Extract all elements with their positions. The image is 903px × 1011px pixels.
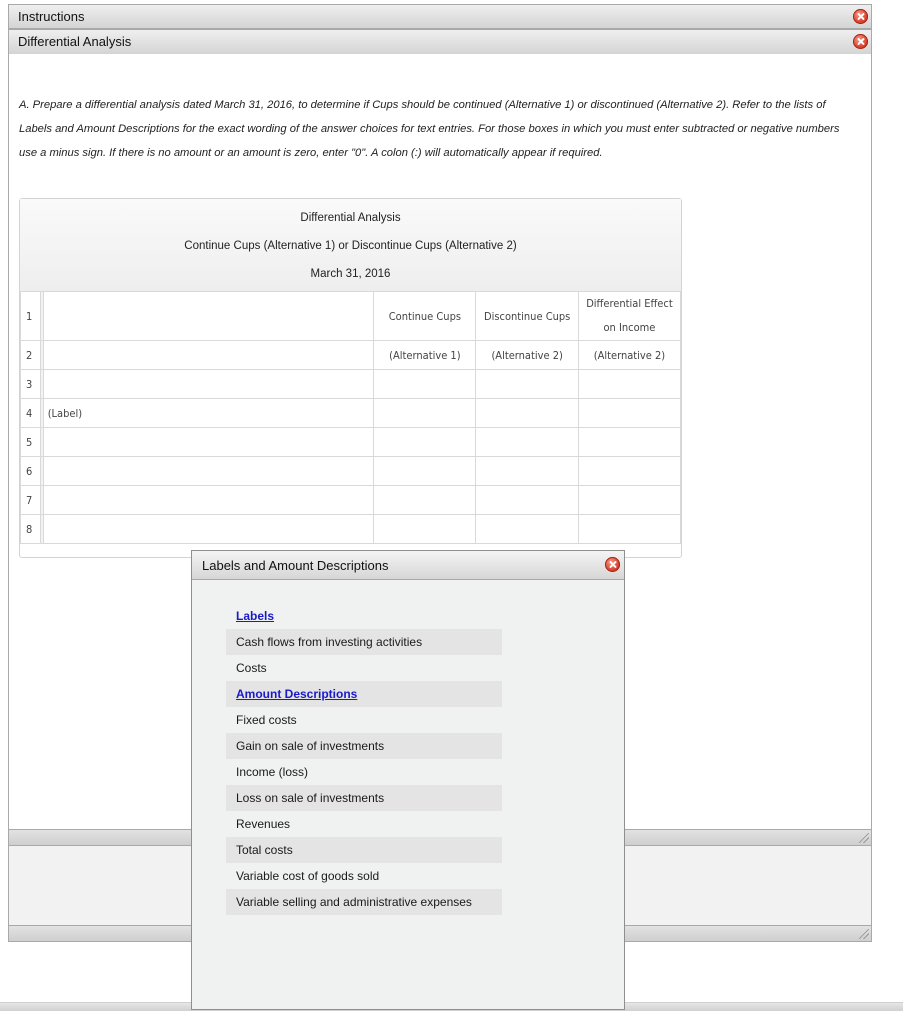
amount-input[interactable] — [578, 486, 680, 515]
table-date: March 31, 2016 — [310, 268, 391, 280]
label-input[interactable] — [43, 486, 374, 515]
amount-input[interactable] — [476, 457, 579, 486]
amount-input[interactable] — [374, 428, 476, 457]
differential-analysis-table — [19, 198, 682, 558]
table-row — [21, 457, 681, 486]
popup-list-item: Revenues — [236, 817, 291, 831]
table-row — [21, 341, 681, 370]
popup-list-item: Cash flows from investing activities — [226, 629, 502, 655]
amount-input[interactable] — [374, 515, 476, 544]
close-instructions-icon[interactable] — [853, 9, 868, 24]
column-subheader: (Alternative 1) — [374, 341, 476, 370]
amount-input[interactable] — [578, 515, 680, 544]
amount-input[interactable] — [476, 486, 579, 515]
row-number: 6 — [21, 457, 41, 486]
table-row — [21, 515, 681, 544]
table-header — [20, 199, 681, 292]
instructions-text: A. Prepare a differential analysis dated March 31, 2016, to determine if Cups should be continued (Alternative 1) or discontinued (Alternative 2). Refer to the lists of Labels and Amount Descriptions for the exact wording of the answer choices for text entries. For those boxes in which you must enter subtracted or negative numbers use a minus sign. If there is no amount or an amount is zero, enter "0". A colon (:) will automatically appear if required. — [19, 99, 840, 159]
amount-input[interactable] — [578, 428, 680, 457]
popup-heading-link[interactable]: Labels — [236, 609, 275, 623]
popup-list-item: Income (loss) — [236, 765, 309, 779]
table-row — [21, 486, 681, 515]
popup-heading-link[interactable]: Amount Descriptions — [226, 681, 502, 707]
label-input[interactable] — [43, 292, 374, 341]
popup-title: Labels and Amount Descriptions — [202, 558, 389, 573]
table-row — [21, 370, 681, 399]
amount-input[interactable] — [374, 457, 476, 486]
amount-input[interactable] — [476, 515, 579, 544]
row-number: 3 — [21, 370, 41, 399]
column-subheader: (Alternative 2) — [578, 341, 680, 370]
amount-input[interactable] — [578, 457, 680, 486]
amount-input[interactable] — [476, 428, 579, 457]
label-input[interactable]: (Label) — [43, 399, 374, 428]
label-input[interactable] — [43, 341, 374, 370]
row-number: 7 — [21, 486, 41, 515]
popup-list-item: Variable selling and administrative expenses — [226, 889, 502, 915]
column-header: Differential Effect on Income — [578, 292, 680, 341]
label-input[interactable] — [43, 515, 374, 544]
popup-list — [226, 603, 502, 915]
popup-title-bar[interactable] — [192, 551, 624, 580]
popup-list-item: Loss on sale of investments — [226, 785, 502, 811]
row-number: 5 — [21, 428, 41, 457]
resize-grip-icon[interactable] — [859, 833, 869, 843]
popup-list-item: Fixed costs — [236, 713, 297, 727]
instructions-title: Instructions — [18, 9, 85, 24]
close-analysis-icon[interactable] — [853, 34, 868, 49]
popup-list-item: Variable cost of goods sold — [236, 869, 380, 883]
resize-grip-icon[interactable] — [859, 929, 869, 939]
analysis-grid — [20, 291, 681, 544]
labels-popup — [191, 550, 625, 1010]
popup-list-item: Total costs — [226, 837, 502, 863]
popup-list-item: Costs — [236, 661, 267, 675]
label-input[interactable] — [43, 428, 374, 457]
row-number: 1 — [21, 292, 41, 341]
amount-input[interactable] — [374, 486, 476, 515]
row-number: 2 — [21, 341, 41, 370]
table-title: Differential Analysis — [300, 212, 401, 224]
column-header: Continue Cups — [374, 292, 476, 341]
amount-input[interactable] — [476, 370, 579, 399]
instructions-bar[interactable] — [8, 4, 872, 29]
column-subheader: (Alternative 2) — [476, 341, 579, 370]
table-row — [21, 292, 681, 341]
analysis-bar[interactable] — [8, 29, 872, 55]
amount-input[interactable] — [476, 399, 579, 428]
label-input[interactable] — [43, 457, 374, 486]
label-input[interactable] — [43, 370, 374, 399]
amount-input[interactable] — [374, 399, 476, 428]
table-row — [21, 428, 681, 457]
popup-list-item: Gain on sale of investments — [226, 733, 502, 759]
row-number: 4 — [21, 399, 41, 428]
amount-input[interactable] — [578, 370, 680, 399]
row-number: 8 — [21, 515, 41, 544]
table-subtitle: Continue Cups (Alternative 1) or Discontinue Cups (Alternative 2) — [184, 240, 517, 252]
close-popup-icon[interactable] — [605, 557, 620, 572]
analysis-title: Differential Analysis — [18, 34, 132, 49]
amount-input[interactable] — [374, 370, 476, 399]
column-header: Discontinue Cups — [476, 292, 579, 341]
amount-input[interactable] — [578, 399, 680, 428]
table-row — [21, 399, 681, 428]
